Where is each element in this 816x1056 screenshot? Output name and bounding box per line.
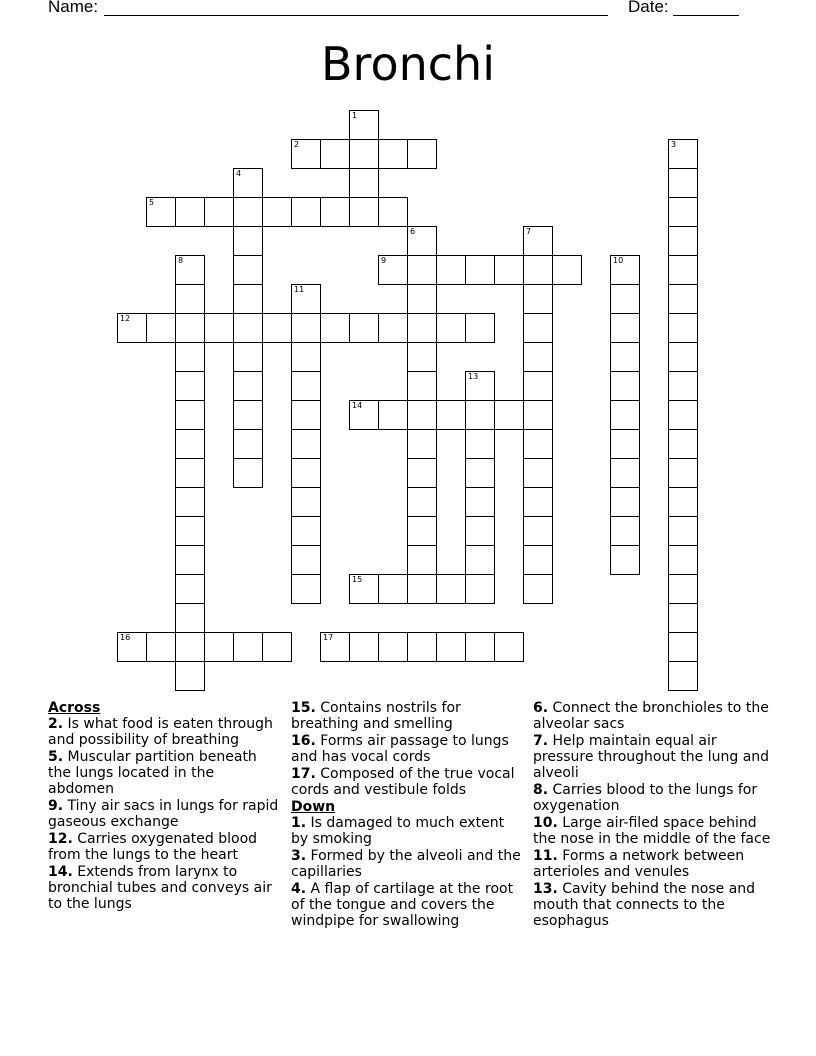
clue-text: Connect the bronchioles to the alveolar sacs xyxy=(533,700,769,732)
grid-cell[interactable] xyxy=(378,255,408,285)
grid-cell[interactable] xyxy=(175,197,205,227)
clue-number-label: 6 xyxy=(410,227,416,236)
grid-cell[interactable] xyxy=(262,313,292,343)
grid-cell[interactable] xyxy=(407,255,437,285)
grid-cell[interactable] xyxy=(349,574,379,604)
name-label: Name: xyxy=(48,0,99,16)
clue-text: Formed by the alveoli and the capillaries xyxy=(291,848,521,880)
clue-number-label: 7 xyxy=(526,227,532,236)
grid-cell[interactable] xyxy=(668,400,698,430)
clue-item xyxy=(291,766,523,798)
clue-item xyxy=(533,848,773,880)
grid-cell[interactable] xyxy=(668,284,698,314)
grid-cell[interactable] xyxy=(175,313,205,343)
grid-cell[interactable] xyxy=(291,342,321,372)
grid-cell[interactable] xyxy=(175,284,205,314)
grid-cell[interactable] xyxy=(233,400,263,430)
grid-cell[interactable] xyxy=(320,139,350,169)
grid-cell[interactable] xyxy=(407,487,437,517)
grid-cell[interactable] xyxy=(349,139,379,169)
grid-cell[interactable] xyxy=(407,313,437,343)
grid-cell[interactable] xyxy=(204,632,234,662)
grid-cell[interactable] xyxy=(407,574,437,604)
clue-number: 5. xyxy=(48,749,64,765)
grid-cell[interactable] xyxy=(233,168,263,198)
clue-text: Forms a network between arterioles and venules xyxy=(533,848,745,880)
grid-cell[interactable] xyxy=(146,313,176,343)
grid-cell[interactable] xyxy=(610,371,640,401)
clue-number: 6. xyxy=(533,700,549,716)
grid-cell[interactable] xyxy=(436,400,466,430)
clue-item xyxy=(291,815,523,847)
grid-cell[interactable] xyxy=(233,313,263,343)
clues-column-1 xyxy=(48,700,280,913)
date-label: Date: xyxy=(628,0,669,16)
grid-cell[interactable] xyxy=(668,313,698,343)
grid-cell[interactable] xyxy=(204,197,234,227)
grid-cell[interactable] xyxy=(668,632,698,662)
clue-number: 2. xyxy=(48,716,64,732)
grid-cell[interactable] xyxy=(610,429,640,459)
clue-text: Large air-filed space behind the nose in the middle of the face xyxy=(533,815,771,847)
clue-number-label: 15 xyxy=(352,575,363,584)
grid-cell[interactable] xyxy=(291,516,321,546)
grid-cell[interactable] xyxy=(668,168,698,198)
grid-cell[interactable] xyxy=(291,284,321,314)
clue-number-label: 17 xyxy=(323,633,334,642)
clue-item xyxy=(291,733,523,765)
grid-cell[interactable] xyxy=(233,632,263,662)
grid-cell[interactable] xyxy=(668,342,698,372)
clues-column-3 xyxy=(533,700,773,930)
clue-number: 7. xyxy=(533,733,549,749)
grid-cell[interactable] xyxy=(233,342,263,372)
grid-cell[interactable] xyxy=(465,545,495,575)
grid-cell[interactable] xyxy=(349,110,379,140)
grid-cell[interactable] xyxy=(378,400,408,430)
clue-number: 11. xyxy=(533,848,558,864)
grid-cell[interactable] xyxy=(668,255,698,285)
down-heading: Down xyxy=(291,799,336,815)
grid-cell[interactable] xyxy=(262,632,292,662)
clue-number-label: 4 xyxy=(236,169,242,178)
grid-cell[interactable] xyxy=(523,400,553,430)
grid-cell[interactable] xyxy=(523,371,553,401)
grid-cell[interactable] xyxy=(523,487,553,517)
grid-cell[interactable] xyxy=(175,487,205,517)
clue-item xyxy=(291,848,523,880)
grid-cell[interactable] xyxy=(668,226,698,256)
clue-number: 1. xyxy=(291,815,307,831)
grid-cell[interactable] xyxy=(320,313,350,343)
grid-cell[interactable] xyxy=(610,342,640,372)
grid-cell[interactable] xyxy=(349,197,379,227)
clue-text: Extends from larynx to bronchial tubes and conveys air to the lungs xyxy=(48,864,272,912)
grid-cell[interactable] xyxy=(610,487,640,517)
clue-text: Is what food is eaten through and possibility of breathing xyxy=(48,716,273,748)
clue-item xyxy=(48,831,280,863)
grid-cell[interactable] xyxy=(262,197,292,227)
grid-cell[interactable] xyxy=(175,661,205,691)
grid-cell[interactable] xyxy=(175,429,205,459)
clue-item xyxy=(533,733,773,781)
grid-cell[interactable] xyxy=(233,371,263,401)
grid-cell[interactable] xyxy=(320,632,350,662)
grid-cell[interactable] xyxy=(436,255,466,285)
down-clue-list-continued xyxy=(533,700,773,929)
clue-text: Help maintain equal air pressure throughout the lung and alveoli xyxy=(533,733,770,781)
grid-cell[interactable] xyxy=(349,400,379,430)
clue-item xyxy=(533,700,773,732)
grid-cell[interactable] xyxy=(233,429,263,459)
clue-number: 9. xyxy=(48,798,64,814)
clue-number-label: 9 xyxy=(381,256,387,265)
grid-cell[interactable] xyxy=(175,516,205,546)
grid-cell[interactable] xyxy=(378,197,408,227)
grid-cell[interactable] xyxy=(465,632,495,662)
grid-cell[interactable] xyxy=(668,603,698,633)
grid-cell[interactable] xyxy=(407,139,437,169)
grid-cell[interactable] xyxy=(494,255,524,285)
grid-cell[interactable] xyxy=(610,458,640,488)
across-clue-list xyxy=(48,716,280,912)
grid-cell[interactable] xyxy=(668,197,698,227)
grid-cell[interactable] xyxy=(668,487,698,517)
grid-cell[interactable] xyxy=(146,197,176,227)
grid-cell[interactable] xyxy=(465,400,495,430)
grid-cell[interactable] xyxy=(523,516,553,546)
grid-cell[interactable] xyxy=(668,139,698,169)
across-heading: Across xyxy=(48,700,101,716)
grid-cell[interactable] xyxy=(291,313,321,343)
grid-cell[interactable] xyxy=(523,313,553,343)
clue-item xyxy=(533,815,773,847)
grid-cell[interactable] xyxy=(117,632,147,662)
grid-cell[interactable] xyxy=(465,487,495,517)
grid-cell[interactable] xyxy=(291,400,321,430)
down-clue-list xyxy=(291,815,523,929)
clue-text: Tiny air sacs in lungs for rapid gaseous exchange xyxy=(48,798,279,830)
clue-number-label: 11 xyxy=(294,285,305,294)
clue-number-label: 1 xyxy=(352,111,358,120)
grid-cell[interactable] xyxy=(610,545,640,575)
grid-cell[interactable] xyxy=(291,139,321,169)
grid-cell[interactable] xyxy=(378,632,408,662)
grid-cell[interactable] xyxy=(668,516,698,546)
clue-item xyxy=(48,716,280,748)
clue-item xyxy=(291,881,523,929)
across-clue-list-continued xyxy=(291,700,523,798)
grid-cell[interactable] xyxy=(610,313,640,343)
grid-cell[interactable] xyxy=(407,226,437,256)
grid-cell[interactable] xyxy=(175,371,205,401)
grid-cell[interactable] xyxy=(465,313,495,343)
grid-cell[interactable] xyxy=(407,429,437,459)
grid-cell[interactable] xyxy=(233,197,263,227)
grid-cell[interactable] xyxy=(146,632,176,662)
grid-cell[interactable] xyxy=(378,139,408,169)
clue-number: 10. xyxy=(533,815,558,831)
grid-cell[interactable] xyxy=(436,313,466,343)
grid-cell[interactable] xyxy=(349,313,379,343)
grid-cell[interactable] xyxy=(407,284,437,314)
grid-cell[interactable] xyxy=(175,342,205,372)
grid-cell[interactable] xyxy=(668,371,698,401)
grid-cell[interactable] xyxy=(407,545,437,575)
clue-number: 12. xyxy=(48,831,73,847)
clue-text: Carries oxygenated blood from the lungs to the heart xyxy=(48,831,258,863)
grid-cell[interactable] xyxy=(523,574,553,604)
clue-number-label: 8 xyxy=(178,256,184,265)
grid-cell[interactable] xyxy=(494,400,524,430)
grid-cell[interactable] xyxy=(407,458,437,488)
grid-cell[interactable] xyxy=(465,458,495,488)
clue-number: 13. xyxy=(533,881,558,897)
grid-cell[interactable] xyxy=(668,545,698,575)
grid-cell[interactable] xyxy=(349,632,379,662)
grid-cell[interactable] xyxy=(407,400,437,430)
clue-number-label: 12 xyxy=(120,314,131,323)
grid-cell[interactable] xyxy=(407,632,437,662)
clue-text: Is damaged to much extent by smoking xyxy=(291,815,505,847)
clue-text: Cavity behind the nose and mouth that connects to the esophagus xyxy=(533,881,756,929)
grid-cell[interactable] xyxy=(378,313,408,343)
grid-cell[interactable] xyxy=(291,574,321,604)
clue-item xyxy=(533,881,773,929)
clue-number-label: 10 xyxy=(613,256,624,265)
clue-number-label: 5 xyxy=(149,198,155,207)
grid-cell[interactable] xyxy=(465,516,495,546)
grid-cell[interactable] xyxy=(175,603,205,633)
clue-item xyxy=(533,782,773,814)
grid-cell[interactable] xyxy=(407,342,437,372)
grid-cell[interactable] xyxy=(668,429,698,459)
grid-cell[interactable] xyxy=(233,284,263,314)
clue-number-label: 13 xyxy=(468,372,479,381)
grid-cell[interactable] xyxy=(465,371,495,401)
grid-cell[interactable] xyxy=(233,255,263,285)
clue-item xyxy=(291,700,523,732)
clue-item xyxy=(48,749,280,797)
grid-cell[interactable] xyxy=(610,516,640,546)
grid-cell[interactable] xyxy=(668,458,698,488)
grid-cell[interactable] xyxy=(523,458,553,488)
clue-number: 17. xyxy=(291,766,316,782)
grid-cell[interactable] xyxy=(407,516,437,546)
grid-cell[interactable] xyxy=(610,284,640,314)
clue-number: 14. xyxy=(48,864,73,880)
grid-cell[interactable] xyxy=(407,371,437,401)
grid-cell[interactable] xyxy=(233,226,263,256)
clue-number: 15. xyxy=(291,700,316,716)
page-title: Bronchi xyxy=(321,37,495,91)
clue-text: Forms air passage to lungs and has vocal cords xyxy=(291,733,509,765)
clue-text: Muscular partition beneath the lungs located in the abdomen xyxy=(48,749,257,797)
clue-number: 16. xyxy=(291,733,316,749)
grid-cell[interactable] xyxy=(523,226,553,256)
grid-cell[interactable] xyxy=(320,197,350,227)
grid-cell[interactable] xyxy=(175,255,205,285)
grid-cell[interactable] xyxy=(175,400,205,430)
grid-cell[interactable] xyxy=(465,255,495,285)
clue-item xyxy=(48,864,280,912)
grid-cell[interactable] xyxy=(610,400,640,430)
clue-number-label: 14 xyxy=(352,401,363,410)
grid-cell[interactable] xyxy=(465,429,495,459)
grid-cell[interactable] xyxy=(204,313,234,343)
clues-column-2 xyxy=(291,700,523,930)
grid-cell[interactable] xyxy=(668,661,698,691)
grid-cell[interactable] xyxy=(436,574,466,604)
grid-cell[interactable] xyxy=(523,255,553,285)
grid-cell[interactable] xyxy=(465,574,495,604)
grid-cell[interactable] xyxy=(291,197,321,227)
clue-item xyxy=(48,798,280,830)
clue-number-label: 3 xyxy=(671,140,677,149)
clue-text: Carries blood to the lungs for oxygenation xyxy=(533,782,758,814)
grid-cell[interactable] xyxy=(233,458,263,488)
grid-cell[interactable] xyxy=(291,487,321,517)
grid-cell[interactable] xyxy=(117,313,147,343)
grid-cell[interactable] xyxy=(552,255,582,285)
clue-number-label: 16 xyxy=(120,633,131,642)
grid-cell[interactable] xyxy=(494,632,524,662)
clue-number: 8. xyxy=(533,782,549,798)
clue-text: Composed of the true vocal cords and vestibule folds xyxy=(291,766,515,798)
clue-text: A flap of cartilage at the root of the tongue and covers the windpipe for swallowing xyxy=(291,881,514,929)
grid-cell[interactable] xyxy=(291,371,321,401)
grid-cell[interactable] xyxy=(523,429,553,459)
clue-number: 4. xyxy=(291,881,307,897)
grid-cell[interactable] xyxy=(291,429,321,459)
grid-cell[interactable] xyxy=(291,458,321,488)
grid-cell[interactable] xyxy=(668,574,698,604)
clue-text: Contains nostrils for breathing and smelling xyxy=(291,700,461,732)
grid-cell[interactable] xyxy=(175,458,205,488)
grid-cell[interactable] xyxy=(523,545,553,575)
grid-cell[interactable] xyxy=(436,632,466,662)
grid-cell[interactable] xyxy=(175,574,205,604)
grid-cell[interactable] xyxy=(523,284,553,314)
grid-cell[interactable] xyxy=(175,632,205,662)
grid-cell[interactable] xyxy=(523,342,553,372)
grid-cell[interactable] xyxy=(378,574,408,604)
grid-cell[interactable] xyxy=(610,255,640,285)
clue-number: 3. xyxy=(291,848,307,864)
grid-cell[interactable] xyxy=(291,545,321,575)
grid-cell[interactable] xyxy=(175,545,205,575)
clue-number-label: 2 xyxy=(294,140,300,149)
grid-cell[interactable] xyxy=(349,168,379,198)
